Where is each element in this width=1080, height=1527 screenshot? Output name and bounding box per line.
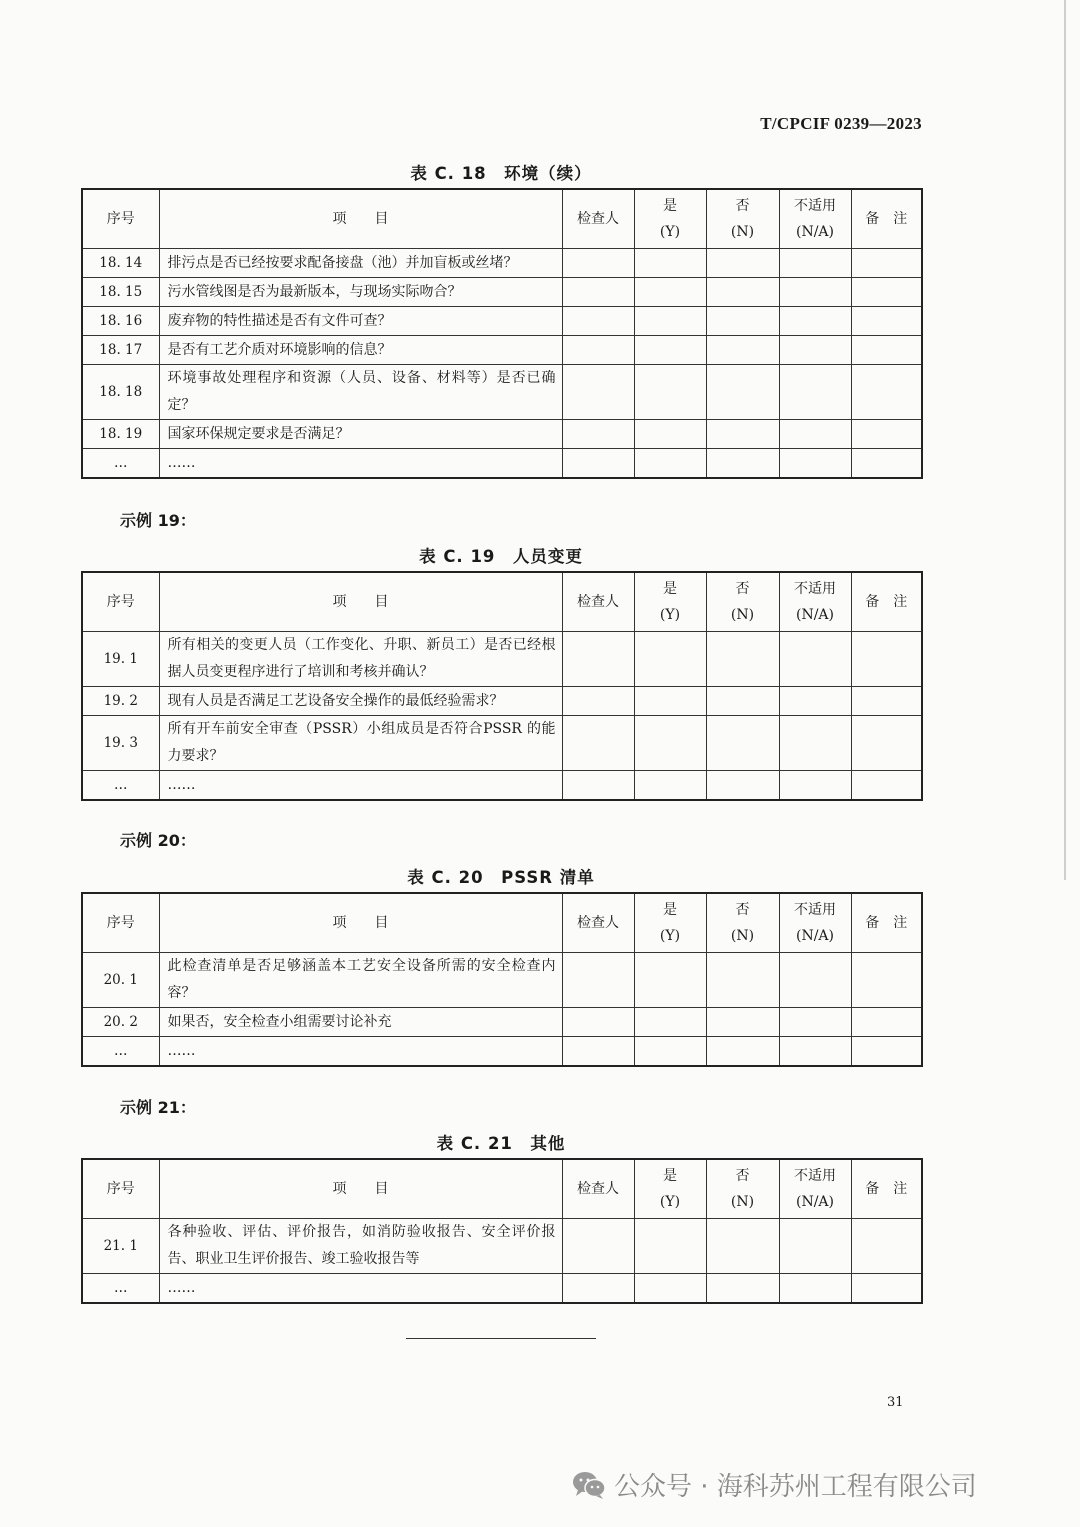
table-row	[82, 1008, 922, 1037]
table-c21	[81, 1158, 923, 1304]
row-number: …	[82, 1274, 159, 1304]
row-item: 排污点是否已经按要求配备接盘（池）并加盲板或丝堵？	[159, 249, 562, 278]
no-cell[interactable]	[706, 1037, 779, 1067]
yes-cell[interactable]	[634, 449, 706, 479]
table-header-row	[82, 893, 922, 953]
no-cell[interactable]	[706, 1274, 779, 1304]
yes-cell[interactable]	[634, 1008, 706, 1037]
checker-cell[interactable]	[562, 365, 634, 420]
row-item: 所有开车前安全审查（PSSR）小组成员是否符合PSSR 的能力要求？	[159, 716, 562, 771]
header-checker: 检查人	[562, 1159, 634, 1219]
row-number: 18. 17	[82, 336, 159, 365]
header-no: 序号	[82, 572, 159, 632]
header-remark: 备 注	[851, 189, 922, 249]
remark-cell[interactable]	[851, 716, 922, 771]
table-c18	[81, 188, 923, 479]
watermark-text: 公众号 · 海科苏州工程有限公司	[614, 1472, 977, 1502]
header-no: 序号	[82, 189, 159, 249]
yes-cell[interactable]	[634, 278, 706, 307]
header-na: 不适用 (N/A)	[779, 572, 851, 632]
remark-cell[interactable]	[851, 336, 922, 365]
yes-cell[interactable]	[634, 420, 706, 449]
no-cell[interactable]	[706, 716, 779, 771]
checker-cell[interactable]	[562, 278, 634, 307]
table-row	[82, 278, 922, 307]
na-cell[interactable]	[779, 716, 851, 771]
table-row	[82, 449, 922, 479]
row-number: 21. 1	[82, 1219, 159, 1274]
table-row	[82, 953, 922, 1008]
no-cell[interactable]	[706, 1008, 779, 1037]
no-cell[interactable]	[706, 307, 779, 336]
header-item: 项 目	[159, 893, 562, 953]
checker-cell[interactable]	[562, 1037, 634, 1067]
standard-code: T/CPCIF 0239—2023	[760, 114, 922, 133]
header-item: 项 目	[159, 1159, 562, 1219]
no-cell[interactable]	[706, 365, 779, 420]
yes-cell[interactable]	[634, 365, 706, 420]
yes-cell[interactable]	[634, 307, 706, 336]
remark-cell[interactable]	[851, 687, 922, 716]
example-label-21: 示例 21：	[120, 1098, 196, 1117]
row-item: ……	[159, 771, 562, 801]
checker-cell[interactable]	[562, 687, 634, 716]
row-number: 19. 1	[82, 632, 159, 687]
table-row	[82, 249, 922, 278]
checker-cell[interactable]	[562, 307, 634, 336]
row-number: 18. 15	[82, 278, 159, 307]
remark-cell[interactable]	[851, 1274, 922, 1304]
row-item: 所有相关的变更人员（工作变化、升职、新员工）是否已经根据人员变更程序进行了培训和考核并确认？	[159, 632, 562, 687]
row-item: 此检查清单是否足够涵盖本工艺安全设备所需的安全检查内容？	[159, 953, 562, 1008]
na-cell[interactable]	[779, 365, 851, 420]
row-item: 污水管线图是否为最新版本，与现场实际吻合？	[159, 278, 562, 307]
checker-cell[interactable]	[562, 1008, 634, 1037]
table-header-row	[82, 189, 922, 249]
header-yes: 是 (Y)	[634, 893, 706, 953]
header-item: 项 目	[159, 189, 562, 249]
row-number: 20. 2	[82, 1008, 159, 1037]
remark-cell[interactable]	[851, 420, 922, 449]
page-edge	[1064, 0, 1066, 880]
header-no: 序号	[82, 1159, 159, 1219]
watermark	[572, 1466, 977, 1503]
table-header-row	[82, 1159, 922, 1219]
checker-cell[interactable]	[562, 953, 634, 1008]
header-no-option: 否 (N)	[706, 1159, 779, 1219]
no-cell[interactable]	[706, 771, 779, 801]
header-na: 不适用 (N/A)	[779, 893, 851, 953]
table-row	[82, 307, 922, 336]
table-row	[82, 1219, 922, 1274]
yes-cell[interactable]	[634, 1219, 706, 1274]
na-cell[interactable]	[779, 307, 851, 336]
header-na: 不适用 (N/A)	[779, 1159, 851, 1219]
yes-cell[interactable]	[634, 249, 706, 278]
row-item: 现有人员是否满足工艺设备安全操作的最低经验需求？	[159, 687, 562, 716]
yes-cell[interactable]	[634, 1274, 706, 1304]
na-cell[interactable]	[779, 687, 851, 716]
row-number: 19. 3	[82, 716, 159, 771]
table-caption-c19: 表 C. 19 人员变更	[419, 547, 583, 566]
no-cell[interactable]	[706, 449, 779, 479]
remark-cell[interactable]	[851, 1008, 922, 1037]
no-cell[interactable]	[706, 1219, 779, 1274]
example-label-20: 示例 20：	[120, 831, 196, 850]
row-item: 环境事故处理程序和资源（人员、设备、材料等）是否已确定？	[159, 365, 562, 420]
row-number: …	[82, 771, 159, 801]
na-cell[interactable]	[779, 1274, 851, 1304]
yes-cell[interactable]	[634, 771, 706, 801]
footnote-rule	[406, 1338, 596, 1339]
row-number: 18. 19	[82, 420, 159, 449]
remark-cell[interactable]	[851, 278, 922, 307]
row-number: 19. 2	[82, 687, 159, 716]
na-cell[interactable]	[779, 336, 851, 365]
na-cell[interactable]	[779, 1008, 851, 1037]
header-na: 不适用 (N/A)	[779, 189, 851, 249]
table-c20	[81, 892, 923, 1067]
row-item: ……	[159, 1274, 562, 1304]
table-row	[82, 771, 922, 801]
checker-cell[interactable]	[562, 1219, 634, 1274]
na-cell[interactable]	[779, 449, 851, 479]
header-yes: 是 (Y)	[634, 1159, 706, 1219]
table-row	[82, 687, 922, 716]
no-cell[interactable]	[706, 632, 779, 687]
row-item: 国家环保规定要求是否满足？	[159, 420, 562, 449]
yes-cell[interactable]	[634, 632, 706, 687]
row-item: 是否有工艺介质对环境影响的信息？	[159, 336, 562, 365]
remark-cell[interactable]	[851, 771, 922, 801]
remark-cell[interactable]	[851, 953, 922, 1008]
no-cell[interactable]	[706, 953, 779, 1008]
table-caption-c21: 表 C. 21 其他	[436, 1134, 566, 1153]
header-no-option: 否 (N)	[706, 189, 779, 249]
table-row	[82, 632, 922, 687]
yes-cell[interactable]	[634, 336, 706, 365]
na-cell[interactable]	[779, 1037, 851, 1067]
row-item: ……	[159, 449, 562, 479]
na-cell[interactable]	[779, 632, 851, 687]
header-remark: 备 注	[851, 893, 922, 953]
table-c19	[81, 571, 923, 801]
header-no-option: 否 (N)	[706, 572, 779, 632]
na-cell[interactable]	[779, 1219, 851, 1274]
remark-cell[interactable]	[851, 1037, 922, 1067]
yes-cell[interactable]	[634, 953, 706, 1008]
table-row	[82, 336, 922, 365]
header-checker: 检查人	[562, 893, 634, 953]
header-no-option: 否 (N)	[706, 893, 779, 953]
table-caption-c20: 表 C. 20 PSSR 清单	[407, 868, 595, 887]
header-remark: 备 注	[851, 1159, 922, 1219]
checker-cell[interactable]	[562, 1274, 634, 1304]
checker-cell[interactable]	[562, 449, 634, 479]
header-item: 项 目	[159, 572, 562, 632]
row-item: 各种验收、评估、评价报告，如消防验收报告、安全评价报告、职业卫生评价报告、竣工验收报告等	[159, 1219, 562, 1274]
remark-cell[interactable]	[851, 449, 922, 479]
row-item: 如果否，安全检查小组需要讨论补充	[159, 1008, 562, 1037]
header-checker: 检查人	[562, 572, 634, 632]
table-row	[82, 716, 922, 771]
row-number: 18. 16	[82, 307, 159, 336]
na-cell[interactable]	[779, 249, 851, 278]
remark-cell[interactable]	[851, 632, 922, 687]
row-item: ……	[159, 1037, 562, 1067]
checker-cell[interactable]	[562, 716, 634, 771]
checker-cell[interactable]	[562, 771, 634, 801]
header-yes: 是 (Y)	[634, 189, 706, 249]
row-number: …	[82, 449, 159, 479]
table-row	[82, 1274, 922, 1304]
checker-cell[interactable]	[562, 249, 634, 278]
wechat-icon	[572, 1470, 606, 1500]
remark-cell[interactable]	[851, 365, 922, 420]
table-row	[82, 1037, 922, 1067]
row-number: 18. 14	[82, 249, 159, 278]
remark-cell[interactable]	[851, 249, 922, 278]
header-yes: 是 (Y)	[634, 572, 706, 632]
no-cell[interactable]	[706, 420, 779, 449]
na-cell[interactable]	[779, 953, 851, 1008]
table-header-row	[82, 572, 922, 632]
row-item: 废弃物的特性描述是否有文件可查？	[159, 307, 562, 336]
table-row	[82, 420, 922, 449]
example-label-19: 示例 19：	[120, 511, 196, 530]
checker-cell[interactable]	[562, 632, 634, 687]
remark-cell[interactable]	[851, 307, 922, 336]
na-cell[interactable]	[779, 420, 851, 449]
header-remark: 备 注	[851, 572, 922, 632]
no-cell[interactable]	[706, 278, 779, 307]
na-cell[interactable]	[779, 278, 851, 307]
row-number: …	[82, 1037, 159, 1067]
yes-cell[interactable]	[634, 1037, 706, 1067]
no-cell[interactable]	[706, 687, 779, 716]
row-number: 20. 1	[82, 953, 159, 1008]
header-checker: 检查人	[562, 189, 634, 249]
no-cell[interactable]	[706, 249, 779, 278]
no-cell[interactable]	[706, 336, 779, 365]
yes-cell[interactable]	[634, 716, 706, 771]
header-no: 序号	[82, 893, 159, 953]
remark-cell[interactable]	[851, 1219, 922, 1274]
yes-cell[interactable]	[634, 687, 706, 716]
page-number: 31	[887, 1395, 904, 1410]
table-row	[82, 365, 922, 420]
row-number: 18. 18	[82, 365, 159, 420]
checker-cell[interactable]	[562, 420, 634, 449]
na-cell[interactable]	[779, 771, 851, 801]
checker-cell[interactable]	[562, 336, 634, 365]
table-caption-c18: 表 C. 18 环境（续）	[410, 164, 592, 183]
